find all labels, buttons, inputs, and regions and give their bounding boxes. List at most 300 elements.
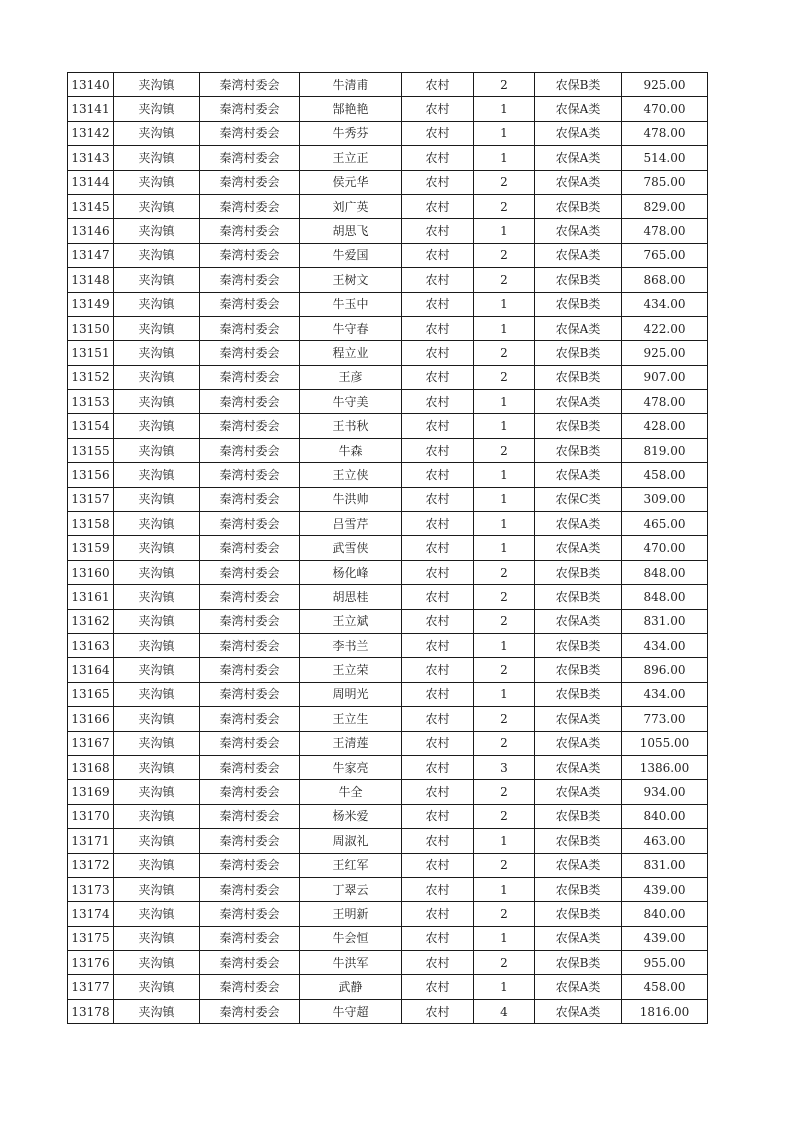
row-id-cell: 13145 [68, 194, 114, 218]
person-count-cell: 2 [474, 804, 535, 828]
row-id-cell: 13168 [68, 755, 114, 779]
amount-cell: 458.00 [622, 975, 708, 999]
village-committee-cell: 秦湾村委会 [200, 292, 300, 316]
name-cell: 王清莲 [300, 731, 402, 755]
insurance-category-cell: 农保B类 [535, 365, 622, 389]
insurance-category-cell: 农保B类 [535, 585, 622, 609]
name-cell: 王立斌 [300, 609, 402, 633]
insurance-category-cell: 农保B类 [535, 292, 622, 316]
amount-cell: 831.00 [622, 609, 708, 633]
table-row [68, 512, 708, 536]
household-type-cell: 农村 [402, 73, 474, 97]
row-id-cell: 13141 [68, 97, 114, 121]
name-cell: 丁翠云 [300, 877, 402, 901]
town-cell: 夹沟镇 [114, 609, 200, 633]
name-cell: 牛洪军 [300, 951, 402, 975]
village-committee-cell: 秦湾村委会 [200, 755, 300, 779]
row-id-cell: 13153 [68, 390, 114, 414]
table-row [68, 926, 708, 950]
row-id-cell: 13166 [68, 707, 114, 731]
row-id-cell: 13158 [68, 512, 114, 536]
household-type-cell: 农村 [402, 97, 474, 121]
name-cell: 周明光 [300, 682, 402, 706]
row-id-cell: 13154 [68, 414, 114, 438]
insurance-category-cell: 农保A类 [535, 146, 622, 170]
person-count-cell: 2 [474, 194, 535, 218]
table-row [68, 487, 708, 511]
table-row [68, 414, 708, 438]
village-committee-cell: 秦湾村委会 [200, 390, 300, 414]
household-type-cell: 农村 [402, 853, 474, 877]
household-type-cell: 农村 [402, 146, 474, 170]
village-committee-cell: 秦湾村委会 [200, 999, 300, 1023]
person-count-cell: 1 [474, 536, 535, 560]
person-count-cell: 2 [474, 243, 535, 267]
insurance-category-cell: 农保A类 [535, 316, 622, 340]
name-cell: 王红军 [300, 853, 402, 877]
name-cell: 胡思飞 [300, 219, 402, 243]
amount-cell: 925.00 [622, 73, 708, 97]
amount-cell: 819.00 [622, 438, 708, 462]
person-count-cell: 2 [474, 853, 535, 877]
person-count-cell: 1 [474, 682, 535, 706]
town-cell: 夹沟镇 [114, 999, 200, 1023]
person-count-cell: 1 [474, 97, 535, 121]
person-count-cell: 1 [474, 926, 535, 950]
insurance-category-cell: 农保B类 [535, 829, 622, 853]
name-cell: 王明新 [300, 902, 402, 926]
insurance-category-cell: 农保A类 [535, 780, 622, 804]
town-cell: 夹沟镇 [114, 292, 200, 316]
amount-cell: 422.00 [622, 316, 708, 340]
amount-cell: 470.00 [622, 536, 708, 560]
row-id-cell: 13177 [68, 975, 114, 999]
name-cell: 牛守美 [300, 390, 402, 414]
table-row [68, 902, 708, 926]
table-row [68, 121, 708, 145]
table-row [68, 243, 708, 267]
person-count-cell: 1 [474, 463, 535, 487]
amount-cell: 1055.00 [622, 731, 708, 755]
amount-cell: 1816.00 [622, 999, 708, 1023]
town-cell: 夹沟镇 [114, 804, 200, 828]
village-committee-cell: 秦湾村委会 [200, 609, 300, 633]
household-type-cell: 农村 [402, 731, 474, 755]
person-count-cell: 1 [474, 487, 535, 511]
village-committee-cell: 秦湾村委会 [200, 780, 300, 804]
table-row [68, 170, 708, 194]
amount-cell: 765.00 [622, 243, 708, 267]
household-type-cell: 农村 [402, 609, 474, 633]
town-cell: 夹沟镇 [114, 560, 200, 584]
name-cell: 刘广英 [300, 194, 402, 218]
household-type-cell: 农村 [402, 390, 474, 414]
person-count-cell: 2 [474, 658, 535, 682]
town-cell: 夹沟镇 [114, 146, 200, 170]
insurance-category-cell: 农保B类 [535, 877, 622, 901]
row-id-cell: 13165 [68, 682, 114, 706]
table-row [68, 755, 708, 779]
insurance-category-cell: 农保A类 [535, 219, 622, 243]
table-row [68, 804, 708, 828]
person-count-cell: 4 [474, 999, 535, 1023]
insurance-category-cell: 农保A类 [535, 853, 622, 877]
name-cell: 吕雪芹 [300, 512, 402, 536]
row-id-cell: 13172 [68, 853, 114, 877]
person-count-cell: 1 [474, 292, 535, 316]
household-type-cell: 农村 [402, 487, 474, 511]
household-type-cell: 农村 [402, 755, 474, 779]
amount-cell: 514.00 [622, 146, 708, 170]
village-committee-cell: 秦湾村委会 [200, 731, 300, 755]
row-id-cell: 13175 [68, 926, 114, 950]
household-type-cell: 农村 [402, 829, 474, 853]
town-cell: 夹沟镇 [114, 512, 200, 536]
person-count-cell: 2 [474, 707, 535, 731]
table-row [68, 853, 708, 877]
person-count-cell: 1 [474, 877, 535, 901]
name-cell: 武静 [300, 975, 402, 999]
person-count-cell: 2 [474, 341, 535, 365]
amount-cell: 478.00 [622, 121, 708, 145]
insurance-category-cell: 农保B类 [535, 560, 622, 584]
town-cell: 夹沟镇 [114, 926, 200, 950]
household-type-cell: 农村 [402, 414, 474, 438]
insurance-category-cell: 农保B类 [535, 902, 622, 926]
table-row [68, 707, 708, 731]
town-cell: 夹沟镇 [114, 316, 200, 340]
insurance-category-cell: 农保A类 [535, 755, 622, 779]
row-id-cell: 13163 [68, 633, 114, 657]
village-committee-cell: 秦湾村委会 [200, 707, 300, 731]
village-committee-cell: 秦湾村委会 [200, 341, 300, 365]
row-id-cell: 13147 [68, 243, 114, 267]
town-cell: 夹沟镇 [114, 121, 200, 145]
insurance-category-cell: 农保A类 [535, 975, 622, 999]
row-id-cell: 13142 [68, 121, 114, 145]
person-count-cell: 1 [474, 146, 535, 170]
person-count-cell: 1 [474, 975, 535, 999]
household-type-cell: 农村 [402, 902, 474, 926]
amount-cell: 439.00 [622, 926, 708, 950]
household-type-cell: 农村 [402, 194, 474, 218]
row-id-cell: 13157 [68, 487, 114, 511]
name-cell: 牛全 [300, 780, 402, 804]
insurance-category-cell: 农保B类 [535, 682, 622, 706]
village-committee-cell: 秦湾村委会 [200, 829, 300, 853]
insurance-category-cell: 农保B类 [535, 268, 622, 292]
amount-cell: 434.00 [622, 292, 708, 316]
town-cell: 夹沟镇 [114, 585, 200, 609]
town-cell: 夹沟镇 [114, 951, 200, 975]
row-id-cell: 13161 [68, 585, 114, 609]
insurance-category-cell: 农保B类 [535, 341, 622, 365]
person-count-cell: 2 [474, 560, 535, 584]
amount-cell: 439.00 [622, 877, 708, 901]
town-cell: 夹沟镇 [114, 536, 200, 560]
row-id-cell: 13155 [68, 438, 114, 462]
insurance-category-cell: 农保A类 [535, 536, 622, 560]
insurance-category-cell: 农保B类 [535, 633, 622, 657]
household-type-cell: 农村 [402, 292, 474, 316]
row-id-cell: 13144 [68, 170, 114, 194]
insurance-category-cell: 农保B类 [535, 414, 622, 438]
amount-cell: 478.00 [622, 219, 708, 243]
amount-cell: 434.00 [622, 682, 708, 706]
village-committee-cell: 秦湾村委会 [200, 560, 300, 584]
name-cell: 王彦 [300, 365, 402, 389]
table-row [68, 560, 708, 584]
town-cell: 夹沟镇 [114, 97, 200, 121]
village-committee-cell: 秦湾村委会 [200, 975, 300, 999]
town-cell: 夹沟镇 [114, 73, 200, 97]
row-id-cell: 13162 [68, 609, 114, 633]
household-type-cell: 农村 [402, 682, 474, 706]
table-row [68, 146, 708, 170]
insurance-category-cell: 农保A类 [535, 121, 622, 145]
row-id-cell: 13149 [68, 292, 114, 316]
household-type-cell: 农村 [402, 951, 474, 975]
name-cell: 王立生 [300, 707, 402, 731]
town-cell: 夹沟镇 [114, 755, 200, 779]
name-cell: 杨米爱 [300, 804, 402, 828]
town-cell: 夹沟镇 [114, 170, 200, 194]
name-cell: 胡思桂 [300, 585, 402, 609]
amount-cell: 934.00 [622, 780, 708, 804]
town-cell: 夹沟镇 [114, 341, 200, 365]
town-cell: 夹沟镇 [114, 414, 200, 438]
insurance-category-cell: 农保B类 [535, 438, 622, 462]
village-committee-cell: 秦湾村委会 [200, 438, 300, 462]
person-count-cell: 1 [474, 219, 535, 243]
table-row [68, 73, 708, 97]
person-count-cell: 2 [474, 609, 535, 633]
row-id-cell: 13143 [68, 146, 114, 170]
amount-cell: 829.00 [622, 194, 708, 218]
town-cell: 夹沟镇 [114, 243, 200, 267]
person-count-cell: 3 [474, 755, 535, 779]
name-cell: 牛守超 [300, 999, 402, 1023]
table-row [68, 658, 708, 682]
table-row [68, 536, 708, 560]
amount-cell: 848.00 [622, 560, 708, 584]
village-committee-cell: 秦湾村委会 [200, 194, 300, 218]
name-cell: 牛森 [300, 438, 402, 462]
name-cell: 王立正 [300, 146, 402, 170]
table-row [68, 268, 708, 292]
amount-cell: 907.00 [622, 365, 708, 389]
household-type-cell: 农村 [402, 780, 474, 804]
person-count-cell: 2 [474, 902, 535, 926]
table-row [68, 951, 708, 975]
person-count-cell: 2 [474, 731, 535, 755]
household-type-cell: 农村 [402, 341, 474, 365]
town-cell: 夹沟镇 [114, 829, 200, 853]
name-cell: 王书秋 [300, 414, 402, 438]
insurance-category-cell: 农保A类 [535, 707, 622, 731]
village-committee-cell: 秦湾村委会 [200, 365, 300, 389]
village-committee-cell: 秦湾村委会 [200, 585, 300, 609]
household-type-cell: 农村 [402, 536, 474, 560]
village-committee-cell: 秦湾村委会 [200, 951, 300, 975]
town-cell: 夹沟镇 [114, 682, 200, 706]
town-cell: 夹沟镇 [114, 780, 200, 804]
person-count-cell: 1 [474, 121, 535, 145]
row-id-cell: 13140 [68, 73, 114, 97]
village-committee-cell: 秦湾村委会 [200, 414, 300, 438]
row-id-cell: 13156 [68, 463, 114, 487]
village-committee-cell: 秦湾村委会 [200, 853, 300, 877]
insurance-category-cell: 农保B类 [535, 194, 622, 218]
name-cell: 牛家亮 [300, 755, 402, 779]
household-type-cell: 农村 [402, 463, 474, 487]
insurance-category-cell: 农保A类 [535, 999, 622, 1023]
beneficiary-table [67, 72, 708, 1024]
row-id-cell: 13178 [68, 999, 114, 1023]
name-cell: 牛爱国 [300, 243, 402, 267]
row-id-cell: 13171 [68, 829, 114, 853]
insurance-category-cell: 农保C类 [535, 487, 622, 511]
row-id-cell: 13174 [68, 902, 114, 926]
insurance-category-cell: 农保A类 [535, 243, 622, 267]
town-cell: 夹沟镇 [114, 463, 200, 487]
name-cell: 武雪侠 [300, 536, 402, 560]
amount-cell: 925.00 [622, 341, 708, 365]
amount-cell: 463.00 [622, 829, 708, 853]
row-id-cell: 13173 [68, 877, 114, 901]
person-count-cell: 1 [474, 390, 535, 414]
table-row [68, 633, 708, 657]
row-id-cell: 13151 [68, 341, 114, 365]
village-committee-cell: 秦湾村委会 [200, 146, 300, 170]
amount-cell: 955.00 [622, 951, 708, 975]
household-type-cell: 农村 [402, 219, 474, 243]
name-cell: 王立荣 [300, 658, 402, 682]
household-type-cell: 农村 [402, 585, 474, 609]
insurance-category-cell: 农保A类 [535, 731, 622, 755]
household-type-cell: 农村 [402, 268, 474, 292]
village-committee-cell: 秦湾村委会 [200, 316, 300, 340]
town-cell: 夹沟镇 [114, 194, 200, 218]
village-committee-cell: 秦湾村委会 [200, 219, 300, 243]
row-id-cell: 13159 [68, 536, 114, 560]
amount-cell: 896.00 [622, 658, 708, 682]
person-count-cell: 1 [474, 512, 535, 536]
village-committee-cell: 秦湾村委会 [200, 268, 300, 292]
town-cell: 夹沟镇 [114, 365, 200, 389]
name-cell: 牛会恒 [300, 926, 402, 950]
table-row [68, 780, 708, 804]
row-id-cell: 13152 [68, 365, 114, 389]
table-row [68, 390, 708, 414]
insurance-category-cell: 农保A类 [535, 463, 622, 487]
village-committee-cell: 秦湾村委会 [200, 97, 300, 121]
town-cell: 夹沟镇 [114, 853, 200, 877]
town-cell: 夹沟镇 [114, 902, 200, 926]
amount-cell: 428.00 [622, 414, 708, 438]
table-row [68, 316, 708, 340]
table-row [68, 609, 708, 633]
row-id-cell: 13160 [68, 560, 114, 584]
amount-cell: 478.00 [622, 390, 708, 414]
amount-cell: 434.00 [622, 633, 708, 657]
person-count-cell: 2 [474, 73, 535, 97]
name-cell: 郜艳艳 [300, 97, 402, 121]
household-type-cell: 农村 [402, 170, 474, 194]
insurance-category-cell: 农保B类 [535, 658, 622, 682]
town-cell: 夹沟镇 [114, 219, 200, 243]
insurance-category-cell: 农保A类 [535, 97, 622, 121]
amount-cell: 1386.00 [622, 755, 708, 779]
village-committee-cell: 秦湾村委会 [200, 877, 300, 901]
village-committee-cell: 秦湾村委会 [200, 902, 300, 926]
household-type-cell: 农村 [402, 707, 474, 731]
household-type-cell: 农村 [402, 999, 474, 1023]
insurance-category-cell: 农保A类 [535, 512, 622, 536]
insurance-category-cell: 农保B类 [535, 73, 622, 97]
town-cell: 夹沟镇 [114, 877, 200, 901]
row-id-cell: 13150 [68, 316, 114, 340]
village-committee-cell: 秦湾村委会 [200, 658, 300, 682]
person-count-cell: 1 [474, 829, 535, 853]
table-row [68, 731, 708, 755]
name-cell: 周淑礼 [300, 829, 402, 853]
town-cell: 夹沟镇 [114, 633, 200, 657]
row-id-cell: 13176 [68, 951, 114, 975]
amount-cell: 868.00 [622, 268, 708, 292]
town-cell: 夹沟镇 [114, 707, 200, 731]
name-cell: 李书兰 [300, 633, 402, 657]
village-committee-cell: 秦湾村委会 [200, 487, 300, 511]
insurance-category-cell: 农保A类 [535, 390, 622, 414]
amount-cell: 465.00 [622, 512, 708, 536]
village-committee-cell: 秦湾村委会 [200, 804, 300, 828]
person-count-cell: 2 [474, 365, 535, 389]
table-row [68, 999, 708, 1023]
insurance-category-cell: 农保A类 [535, 170, 622, 194]
table-row [68, 365, 708, 389]
household-type-cell: 农村 [402, 633, 474, 657]
name-cell: 牛清甫 [300, 73, 402, 97]
household-type-cell: 农村 [402, 438, 474, 462]
name-cell: 牛玉中 [300, 292, 402, 316]
insurance-category-cell: 农保B类 [535, 804, 622, 828]
town-cell: 夹沟镇 [114, 438, 200, 462]
village-committee-cell: 秦湾村委会 [200, 633, 300, 657]
insurance-category-cell: 农保B类 [535, 951, 622, 975]
table-row [68, 219, 708, 243]
household-type-cell: 农村 [402, 121, 474, 145]
insurance-category-cell: 农保A类 [535, 609, 622, 633]
person-count-cell: 2 [474, 268, 535, 292]
name-cell: 王立侠 [300, 463, 402, 487]
household-type-cell: 农村 [402, 975, 474, 999]
village-committee-cell: 秦湾村委会 [200, 682, 300, 706]
household-type-cell: 农村 [402, 926, 474, 950]
table-row [68, 829, 708, 853]
person-count-cell: 1 [474, 414, 535, 438]
amount-cell: 848.00 [622, 585, 708, 609]
town-cell: 夹沟镇 [114, 658, 200, 682]
table-row [68, 463, 708, 487]
town-cell: 夹沟镇 [114, 731, 200, 755]
table-row [68, 877, 708, 901]
village-committee-cell: 秦湾村委会 [200, 463, 300, 487]
row-id-cell: 13170 [68, 804, 114, 828]
amount-cell: 785.00 [622, 170, 708, 194]
town-cell: 夹沟镇 [114, 975, 200, 999]
village-committee-cell: 秦湾村委会 [200, 243, 300, 267]
